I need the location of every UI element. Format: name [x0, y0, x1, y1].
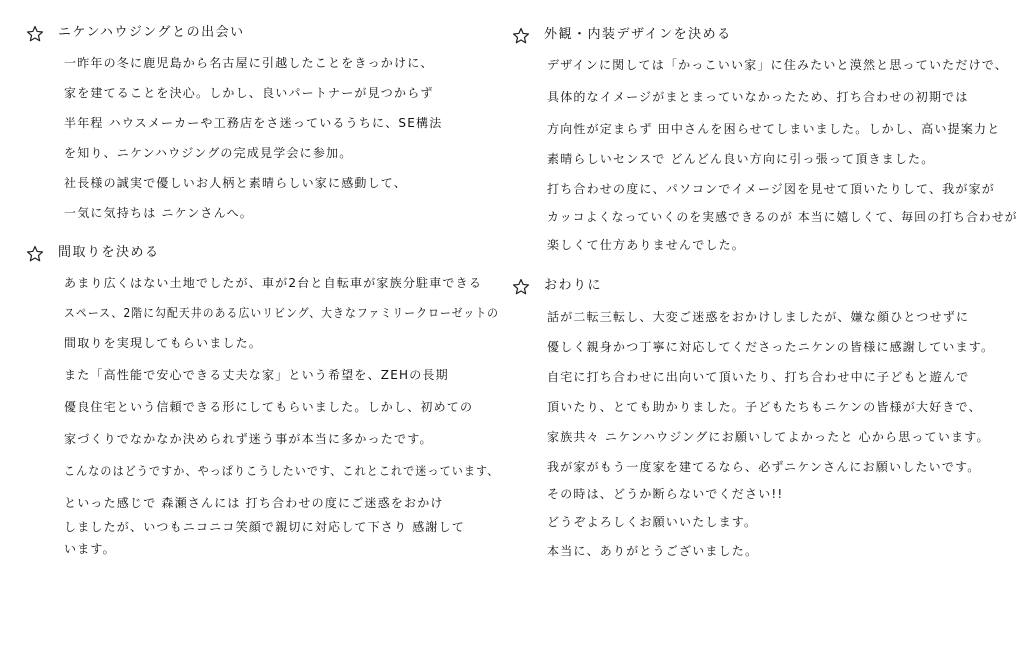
- section-heading: 外観・内装デザインを決める: [544, 27, 732, 42]
- section-heading: ニケンハウジングとの出会い: [58, 25, 245, 40]
- body-line: どうぞよろしくお願いいたします。: [547, 515, 758, 529]
- body-line: 家を建てることを決心。しかし、良いパートナーが見つからず: [64, 86, 434, 100]
- star-outline-icon: [26, 245, 44, 263]
- body-line: 家族共々 ニケンハウジングにお願いしてよかったと 心から思っています。: [547, 430, 990, 444]
- body-line: 間取りを実現してもらいました。: [64, 336, 263, 350]
- body-line: デザインに関しては「かっこいい家」に住みたいと漠然と思っていただけで、: [547, 58, 1008, 72]
- body-line: しましたが、いつもニコニコ笑顔で親切に対応して下さり 感謝して: [64, 520, 466, 534]
- star-outline-icon: [26, 25, 44, 43]
- body-line: カッコよくなっていくのを実感できるのが 本当に嬉しくて、毎回の打ち合わせが: [547, 210, 1018, 224]
- body-line: 自宅に打ち合わせに出向いて頂いたり、打ち合わせ中に子どもと遊んで: [547, 370, 970, 384]
- body-line: 方向性が定まらず 田中さんを困らせてしまいました。しかし、高い提案力と: [547, 122, 1001, 136]
- body-line: また「高性能で安心できる丈夫な家」という希望を、ZEHの長期: [64, 368, 449, 382]
- body-line: 具体的なイメージがまとまっていなかったため、打ち合わせの初期では: [547, 90, 969, 104]
- body-line: 本当に、ありがとうございました。: [547, 544, 759, 558]
- body-line: 半年程 ハウスメーカーや工務店をさ迷っているうちに、SE構法: [64, 116, 443, 130]
- body-line: スペース、2階に勾配天井のある広いリビング、大きなファミリークローゼットの: [64, 306, 500, 320]
- body-line: 頂いたり、とても助かりました。子どもたちもニケンの皆様が大好きで、: [547, 400, 982, 414]
- body-line: 優良住宅という信頼できる形にしてもらいました。しかし、初めての: [64, 400, 474, 414]
- body-line: その時は、どうか断らないでください!!: [547, 487, 784, 501]
- body-line: こんなのはどうですか、やっぱりこうしたいです、これとこれで迷っています、: [64, 464, 500, 478]
- star-outline-icon: [512, 278, 530, 296]
- body-line: あまり広くはない土地でしたが、車が2台と自転車が家族分駐車できる: [64, 276, 483, 290]
- body-line: 優しく親身かつ丁寧に対応してくださったニケンの皆様に感謝しています。: [547, 340, 995, 354]
- section-heading: おわりに: [544, 278, 603, 293]
- body-line: 素晴らしいセンスで どんどん良い方向に引っ張って頂きました。: [547, 152, 935, 166]
- body-line: います。: [64, 542, 116, 556]
- body-line: といった感じで 森瀬さんには 打ち合わせの度にご迷惑をおかけ: [64, 496, 444, 510]
- body-line: 社長様の誠実で優しいお人柄と素晴らしい家に感動して、: [64, 176, 407, 190]
- body-line: を知り、ニケンハウジングの完成見学会に参加。: [64, 146, 353, 160]
- section-heading: 間取りを決める: [58, 245, 160, 260]
- body-line: 一昨年の冬に鹿児島から名古屋に引越したことをきっかけに、: [64, 56, 434, 70]
- body-line: 話が二転三転し、大変ご迷惑をおかけしましたが、嫌な顔ひとつせずに: [547, 310, 970, 324]
- body-line: 打ち合わせの度に、パソコンでイメージ図を見せて頂いたりして、我が家が: [547, 182, 995, 196]
- body-line: 我が家がもう一度家を建てるなら、必ずニケンさんにお願いしたいです。: [547, 460, 981, 474]
- star-outline-icon: [512, 27, 530, 45]
- body-line: 家づくりでなかなか決められず迷う事が本当に多かったです。: [64, 432, 433, 446]
- body-line: 楽しくて仕方ありませんでした。: [547, 238, 746, 252]
- body-line: 一気に気持ちは ニケンさんへ。: [64, 206, 253, 220]
